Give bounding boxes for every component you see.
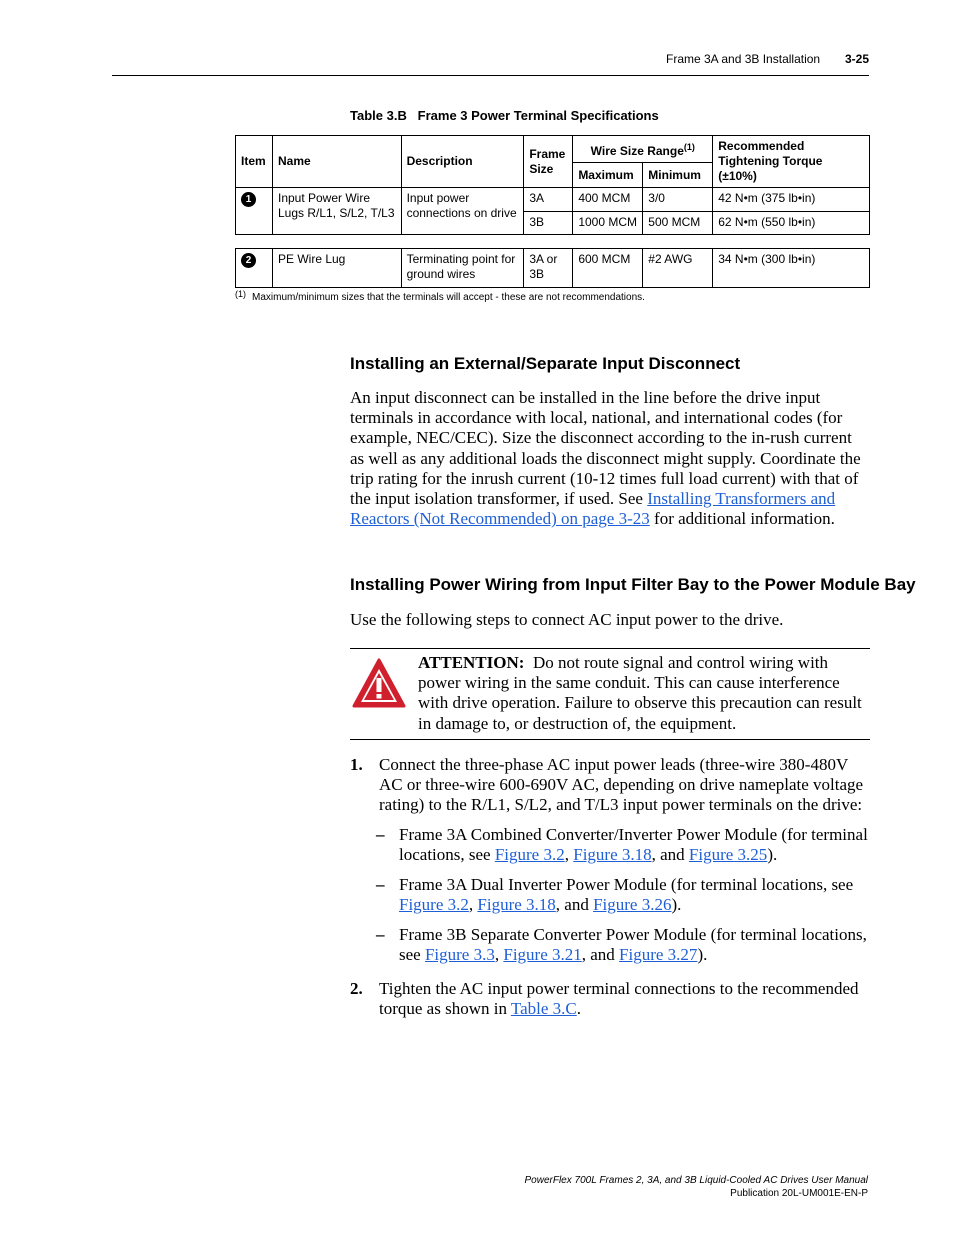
step-body: Tighten the AC input power terminal connections to the recommended torque as shown in — [379, 979, 859, 1019]
description-cell: Input power connections on drive — [401, 188, 524, 235]
substep-dash: – — [376, 875, 385, 894]
torque-cell: 34 N•m (300 lb•in) — [713, 249, 870, 288]
wire-size-range-label: Wire Size Range — [590, 143, 684, 158]
disconnect-paragraph — [350, 388, 870, 529]
col-header-wire-size-range — [573, 136, 713, 163]
description-cell: Terminating point for ground wires — [401, 249, 524, 288]
name-cell: Input Power Wire Lugs R/L1, S/L2, T/L3 — [272, 188, 401, 235]
figure-link[interactable]: Figure 3.25 — [688, 845, 768, 865]
col-header-description: Description — [401, 136, 524, 188]
separator: , and — [651, 845, 689, 865]
min-cell: 3/0 — [643, 188, 713, 212]
footnote-ref: (1) — [683, 141, 695, 152]
paragraph-text: An input disconnect can be installed in the line before the drive input terminals in accordance with local, national, and international codes (for example, NEC/CEC). Size the disconnect according to the in-rush current as well as any additional loads the disconnect might supply. Coordinate the trip rating for the inrush current (10-12 times full load current) with that of the input isolation transformer, if used. See — [350, 388, 861, 509]
page-footer — [525, 1174, 869, 1200]
max-cell: 400 MCM — [573, 188, 643, 212]
min-cell: 500 MCM — [643, 212, 713, 235]
col-header-name: Name — [272, 136, 401, 188]
figure-link[interactable]: Figure 3.21 — [503, 945, 582, 965]
step-text — [379, 979, 870, 1019]
separator: , and — [581, 945, 620, 965]
step-number: 1. — [350, 755, 363, 774]
steps-intro: Use the following steps to connect AC input power to the drive. — [350, 610, 784, 629]
substep-body: Frame 3B Separate Converter Power Module (for terminal locations, see — [399, 925, 867, 965]
figure-link[interactable]: Figure 3.26 — [593, 895, 672, 915]
item-number-icon: 1 — [241, 192, 256, 207]
running-header-title: Frame 3A and 3B Installation — [666, 52, 821, 66]
col-header-maximum: Maximum — [573, 163, 643, 188]
table-caption: Table 3.B Frame 3 Power Terminal Specifications — [350, 108, 659, 123]
substep-dash: – — [376, 825, 385, 844]
substep-text — [399, 925, 870, 965]
substep-dash: – — [376, 925, 385, 944]
col-header-frame-size: Frame Size — [524, 136, 573, 188]
footnote-mark: (1) — [235, 289, 246, 299]
col-header-minimum: Minimum — [643, 163, 713, 188]
power-terminal-spec-table — [235, 135, 870, 288]
item-number-icon: 2 — [241, 253, 256, 268]
item-cell — [236, 249, 273, 288]
substep-end: ). — [671, 895, 682, 915]
transformers-reactors-link[interactable]: Installing Transformers and Reactors (Not Recommended) on page 3-23 — [350, 489, 836, 529]
col-header-item: Item — [236, 136, 273, 188]
publication-number: Publication 20L-UM001E-EN-P — [730, 1188, 868, 1199]
attention-rule-top — [350, 648, 870, 649]
substep-body: Frame 3A Dual Inverter Power Module (for terminal locations, see — [399, 875, 854, 894]
table-link[interactable]: Table 3.C — [510, 999, 577, 1019]
page-number: 3-25 — [845, 52, 870, 66]
step-end: . — [576, 999, 582, 1019]
section-heading-disconnect: Installing an External/Separate Input Disconnect — [350, 354, 741, 373]
figure-link[interactable]: Figure 3.2 — [494, 845, 565, 865]
section-heading-power-wiring: Installing Power Wiring from Input Filter Bay to the Power Module Bay — [350, 575, 916, 594]
frame-cell: 3B — [524, 212, 573, 235]
item-cell — [236, 188, 273, 235]
figure-link[interactable]: Figure 3.3 — [424, 945, 495, 965]
attention-text — [418, 653, 870, 734]
torque-cell: 62 N•m (550 lb•in) — [713, 212, 870, 235]
frame-cell: 3A or 3B — [524, 249, 573, 288]
figure-link[interactable]: Figure 3.18 — [573, 845, 652, 865]
separator: , — [494, 945, 504, 965]
frame-cell: 3A — [524, 188, 573, 212]
attention-rule-bottom — [350, 739, 870, 740]
separator: , — [468, 895, 478, 915]
table-footnote — [235, 289, 645, 303]
substep-end: ). — [697, 945, 708, 965]
header-rule — [112, 75, 869, 76]
col-header-torque: Recommended Tightening Torque (±10%) — [713, 136, 870, 188]
separator: , — [564, 845, 574, 865]
max-cell: 1000 MCM — [573, 212, 643, 235]
warning-triangle-icon — [352, 658, 406, 708]
figure-link[interactable]: Figure 3.27 — [619, 945, 698, 965]
substep-end: ). — [767, 845, 778, 865]
footnote-text: Maximum/minimum sizes that the terminals will accept - these are not recommendations. — [252, 292, 645, 303]
manual-title: PowerFlex 700L Frames 2, 3A, and 3B Liquid-Cooled AC Drives User Manual — [524, 1175, 868, 1186]
substep-text — [399, 875, 870, 915]
table-row — [236, 249, 870, 288]
max-cell: 600 MCM — [573, 249, 643, 288]
substep-text — [399, 825, 870, 865]
figure-link[interactable]: Figure 3.2 — [399, 895, 469, 915]
paragraph-text-end: for additional information. — [649, 509, 835, 529]
name-cell: PE Wire Lug — [272, 249, 401, 288]
attention-label: ATTENTION: — [418, 653, 525, 672]
separator: , and — [555, 895, 594, 915]
table-spacer — [236, 235, 870, 249]
substep-body: Frame 3A Combined Converter/Inverter Power Module (for terminal locations, see — [399, 825, 868, 865]
step-text: Connect the three-phase AC input power leads (three-wire 380-480V AC or three-wire 600-690V AC, depending on drive nameplate voltage rating) to the R/L1, S/L2, and T/L3 input power terminals on the drive: — [379, 755, 864, 815]
table-row — [236, 188, 870, 212]
min-cell: #2 AWG — [643, 249, 713, 288]
step-number: 2. — [350, 979, 363, 998]
figure-link[interactable]: Figure 3.18 — [477, 895, 556, 915]
torque-cell: 42 N•m (375 lb•in) — [713, 188, 870, 212]
attention-message: Do not route signal and control wiring with power wiring in the same conduit. This can cause interference with drive operation. Failure to observe this precaution can result in damage to, or destruction of, the equipment. — [418, 653, 862, 733]
